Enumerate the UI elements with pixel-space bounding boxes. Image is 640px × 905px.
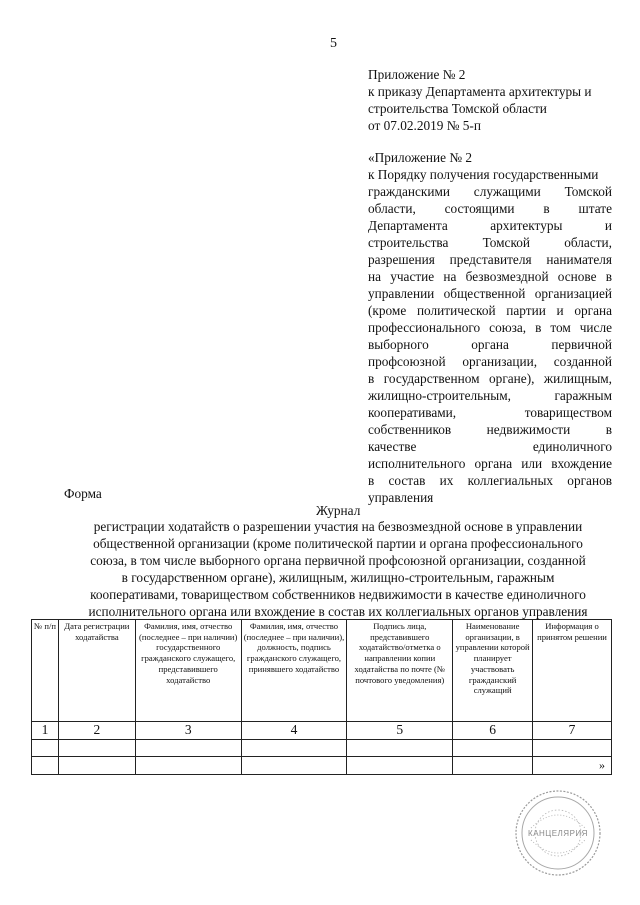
journal-description-line: общественной организации (кроме политической партии и органа профессионального: [93, 536, 583, 551]
table-cell: [347, 757, 453, 775]
appendix-procedure-line: Департамента архитектуры и: [368, 218, 612, 233]
appendix-procedure-line: профессионального союза, в том числе: [368, 320, 612, 335]
column-number: 1: [32, 722, 59, 740]
journal-description-line: кооперативами, товариществом собственников недвижимости в качестве единоличного: [90, 587, 586, 602]
column-number: 2: [58, 722, 135, 740]
appendix-procedure-block: [368, 149, 612, 506]
appendix-procedure-line: (кроме политической партии и органа: [368, 303, 612, 318]
table-cell: [241, 740, 347, 757]
header-cell-number: № п/п: [32, 620, 59, 722]
appendix-procedure-line: управления: [368, 490, 434, 505]
table-cell: [533, 757, 612, 775]
appendix-order-block: [368, 66, 612, 134]
journal-description-line: союза, в том числе выборного органа первичной профсоюзной организации, созданной: [90, 553, 586, 568]
page-number: 5: [330, 36, 337, 51]
appendix-procedure-line: кооперативами, товариществом: [368, 405, 612, 420]
appendix-procedure-line: к Порядку получения государственными: [368, 167, 599, 182]
appendix-order-line: Приложение № 2: [368, 67, 466, 82]
column-number: 6: [453, 722, 533, 740]
appendix-procedure-line: области, состоящими в штате: [368, 201, 612, 216]
journal-description: [68, 518, 608, 620]
appendix-procedure-line: жилищно-строительным, гаражным: [368, 388, 612, 403]
office-stamp: [513, 788, 603, 883]
table-cell: [533, 740, 612, 757]
table-header-row: [32, 620, 612, 722]
table-cell: [453, 740, 533, 757]
table-row: [32, 740, 612, 757]
appendix-procedure-line: гражданскими служащими Томской: [368, 184, 612, 199]
header-cell-signature: Подпись лица, представившего ходатайство/отметка о направлении копии ходатайства по почте (№ почтового уведомления): [347, 620, 453, 722]
table-cell: [347, 740, 453, 757]
appendix-procedure-line: в государственном органе), жилищным,: [368, 371, 612, 386]
appendix-procedure-line: в состав их коллегиальных органов: [368, 473, 612, 488]
appendix-procedure-line: собственников недвижимости в: [368, 422, 612, 437]
header-cell-date: Дата регистрации ходатайства: [58, 620, 135, 722]
table-row-column-numbers: [32, 722, 612, 740]
journal-description-line: в государственном органе), жилищным, жилищно-строительным, гаражным: [121, 570, 555, 585]
column-number: 3: [135, 722, 241, 740]
svg-text:КАНЦЕЛЯРИЯ: КАНЦЕЛЯРИЯ: [528, 829, 588, 838]
journal-table: [31, 619, 612, 775]
table-cell: [135, 757, 241, 775]
appendix-order-line: от 07.02.2019 № 5-п: [368, 118, 481, 133]
column-number: 5: [347, 722, 453, 740]
table-cell: [32, 740, 59, 757]
table-cell: [58, 757, 135, 775]
appendix-procedure-line: управлении общественной организацией: [368, 286, 612, 301]
header-cell-applicant: Фамилия, имя, отчество (последнее – при наличии) государственного гражданского служащего, представившего ходатайство: [135, 620, 241, 722]
table-cell: [32, 757, 59, 775]
table-cell: [453, 757, 533, 775]
appendix-procedure-line: разрешения представителя нанимателя: [368, 252, 612, 267]
stamp-seal-icon: [513, 788, 603, 878]
column-number: 7: [533, 722, 612, 740]
journal-description-line: регистрации ходатайств о разрешении участия на безвозмездной основе в управлении: [93, 519, 583, 534]
form-label: Форма: [64, 486, 102, 501]
appendix-order-line: строительства Томской области: [368, 101, 547, 116]
appendix-procedure-line: «Приложение № 2: [368, 150, 472, 165]
appendix-procedure-line: профсоюзной организации, созданной: [368, 354, 612, 369]
table-cell: [135, 740, 241, 757]
closing-quote: »: [599, 758, 605, 772]
appendix-procedure-line: строительства Томской области,: [368, 235, 612, 250]
table-cell: [241, 757, 347, 775]
column-number: 4: [241, 722, 347, 740]
appendix-procedure-line: на участие на безвозмездной основе в: [368, 269, 612, 284]
header-cell-receiver: Фамилия, имя, отчество (последнее – при наличии), должность, подпись гражданского служащего, принявшего ходатайство: [241, 620, 347, 722]
header-cell-organization: Наименование организации, в управлении которой планирует участвовать гражданский служащий: [453, 620, 533, 722]
appendix-order-line: к приказу Департамента архитектуры и: [368, 84, 592, 99]
header-cell-decision: Информация о принятом решении: [533, 620, 612, 722]
appendix-procedure-line: выборного органа первичной: [368, 337, 612, 352]
journal-title: Журнал: [316, 503, 361, 518]
appendix-procedure-line: исполнительного органа или вхождение: [368, 456, 612, 471]
journal-description-line: исполнительного органа или вхождение в состав их коллегиальных органов управления: [88, 604, 588, 619]
table-cell: [58, 740, 135, 757]
table-row: [32, 757, 612, 775]
appendix-procedure-line: качестве единоличного: [368, 439, 612, 454]
